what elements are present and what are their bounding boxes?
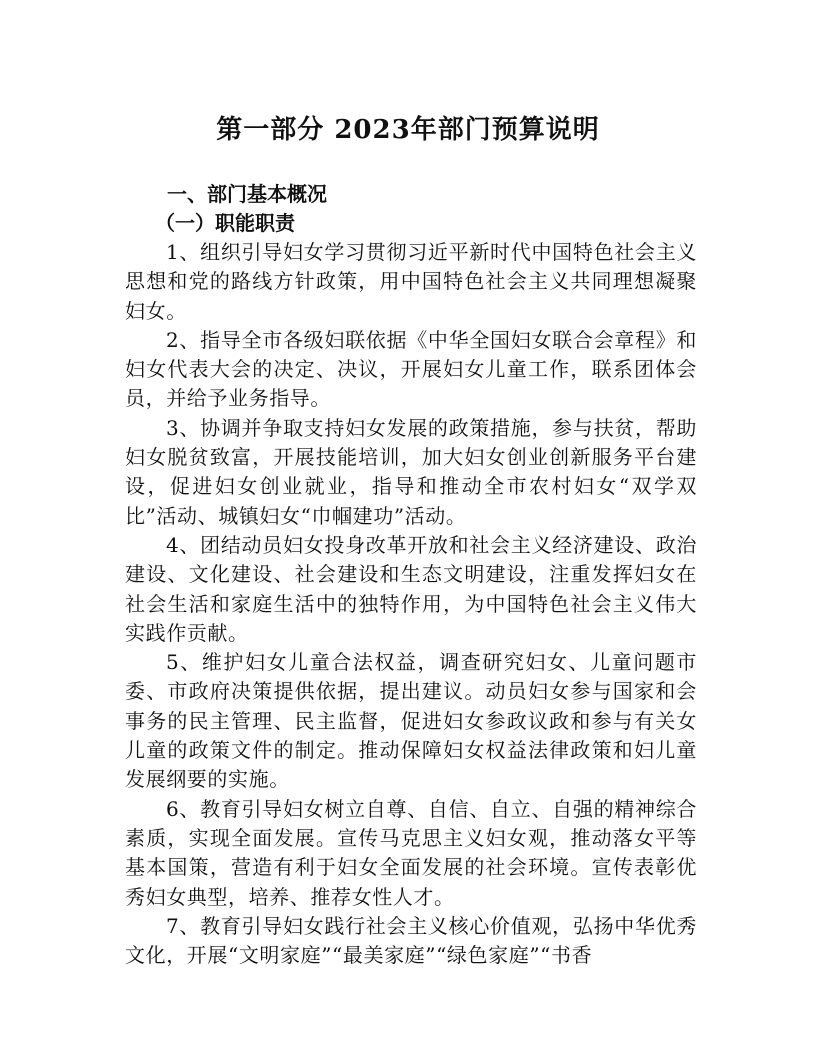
paragraph-4: 4、团结动员妇女投身改革开放和社会主义经济建设、政治建设、文化建设、社会建设和生态文明建设，注重发挥妇女在社会生活和家庭生活中的独特作用，为中国特色社会主义伟大实践作贡献。 — [125, 532, 697, 645]
document-body — [125, 180, 697, 970]
paragraph-7: 7、教育引导妇女践行社会主义核心价值观，弘扬中华优秀文化，开展“文明家庭”“最美家庭”“绿色家庭”“书香 — [125, 913, 697, 968]
paragraph-6: 6、教育引导妇女树立自尊、自信、自立、自强的精神综合素质，实现全面发展。宣传马克思主义妇女观，推动落女平等基本国策，营造有利于妇女全面发展的社会环境。宣传表彰优秀妇女典型，培养、推荐女性人才。 — [125, 796, 697, 909]
subsection-heading: （一）职能职责 — [155, 211, 295, 235]
page-title: 第一部分 2023年部门预算说明 — [216, 115, 600, 145]
section-heading: 一、部门基本概况 — [167, 182, 327, 206]
paragraph-5: 5、维护妇女儿童合法权益，调查研究妇女、儿童问题市委、市政府决策提供依据，提出建议。动员妇女参与国家和会事务的民主管理、民主监督，促进妇女参政议政和参与有关女儿童的政策文件的制定。推动保障妇女权益法律政策和妇儿童发展纲要的实施。 — [125, 650, 697, 792]
paragraph-2: 2、指导全市各级妇联依据《中华全国妇女联合会章程》和妇女代表大会的决定、决议，开展妇女儿童工作，联系团体会员，并给予业务指导。 — [125, 327, 697, 411]
paragraph-1: 1、组织引导妇女学习贯彻习近平新时代中国特色社会主义思想和党的路线方针政策，用中国特色社会主义共同理想凝聚妇女。 — [125, 240, 697, 323]
paragraph-3: 3、协调并争取支持妇女发展的政策措施，参与扶贫，帮助妇女脱贫致富，开展技能培训，加大妇女创业创新服务平台建设，促进妇女创业就业，指导和推动全市农村妇女“双学双比”活动、城镇妇女“巾帼建功”活动。 — [125, 415, 697, 528]
